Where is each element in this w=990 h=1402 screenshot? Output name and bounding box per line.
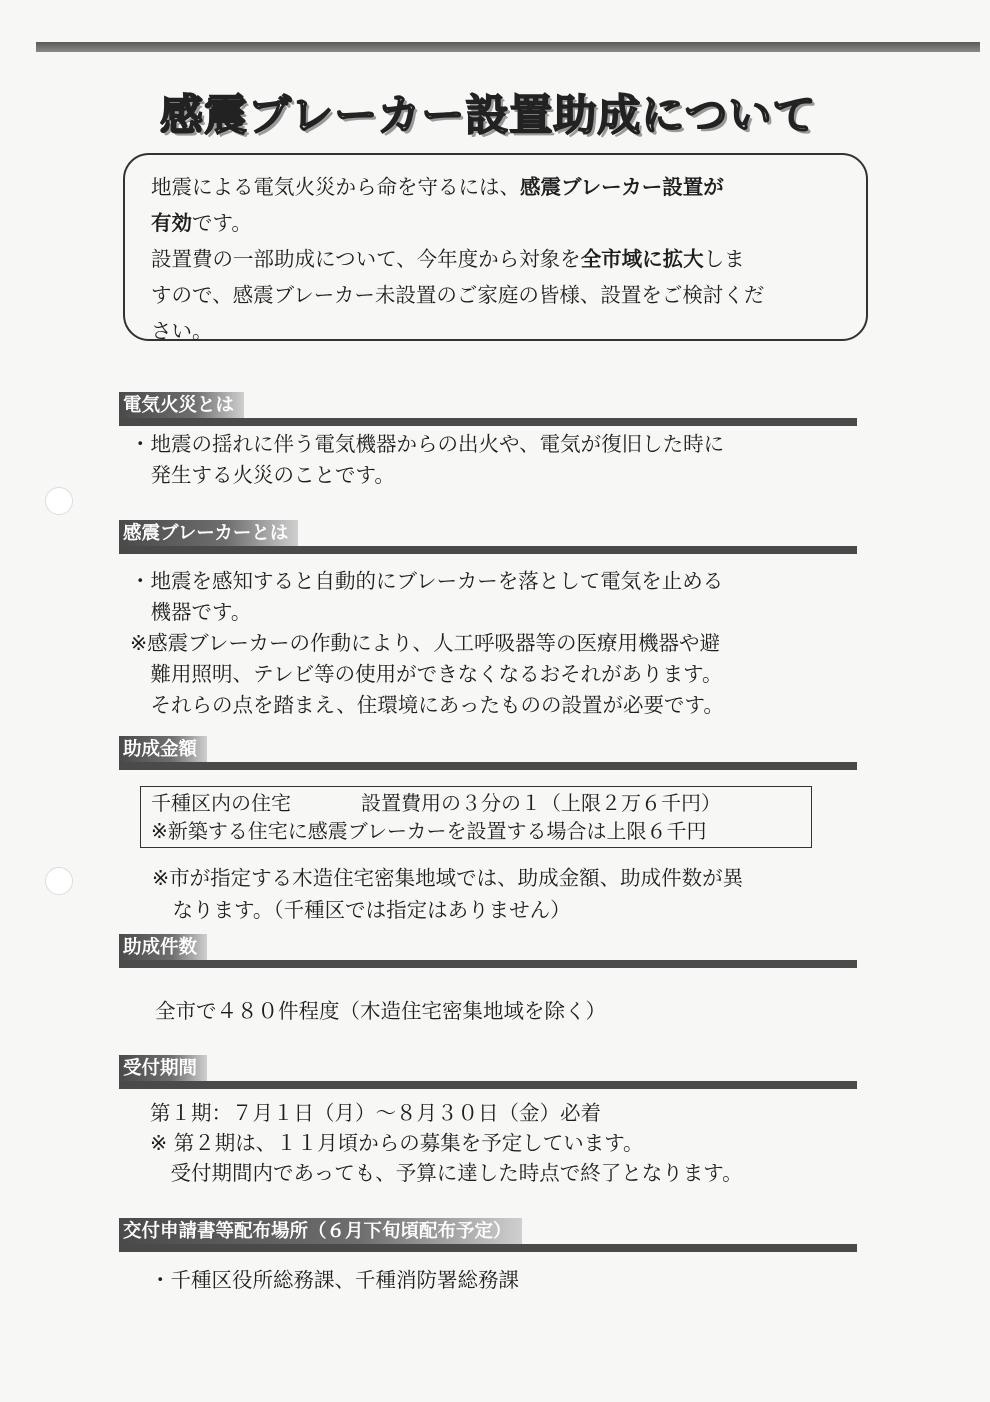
place-text (150, 1265, 519, 1296)
text-line: ※感震ブレーカーの作動により、人工呼吸器等の医療用機器や避 (130, 631, 720, 655)
binder-hole (45, 867, 73, 895)
text-line: なります。（千種区では指定はありません） (152, 898, 571, 922)
text-line: ・地震を感知すると自動的にブレーカーを落として電気を止める (130, 569, 724, 593)
count-text (155, 996, 606, 1027)
text-line: それらの点を踏まえ、住環境にあったものの設置が必要です。 (130, 693, 724, 717)
fire-text (130, 429, 724, 491)
heading-label: 交付申請書等配布場所（６月下旬頃配布予定） (119, 1218, 522, 1246)
amount-notes (152, 862, 743, 926)
intro-text: しま (703, 247, 745, 271)
intro-text: 地震による電気火災から命を守るには、 (151, 175, 520, 199)
intro-emphasis: 有効 (151, 211, 192, 235)
text-line: ・地震の揺れに伴う電気機器からの出火や、電気が復旧した時に (130, 432, 725, 456)
amount-value: 設置費用の３分の１（上限２万６千円） (361, 791, 721, 815)
amount-row (151, 789, 811, 817)
text-line: 発生する火災のことです。 (130, 463, 395, 487)
intro-line-3 (151, 241, 844, 277)
heading-label: 感震ブレーカーとは (119, 520, 298, 548)
text-line: 難用照明、テレビ等の使用ができなくなるおそれがあります。 (130, 662, 723, 686)
text-line: ※市が指定する木造住宅密集地域では、助成金額、助成件数が異 (152, 866, 744, 890)
intro-emphasis: 全市域に拡大 (580, 247, 704, 271)
heading-rule (119, 418, 857, 426)
text-line: 全市で４８０件程度（木造住宅密集地域を除く） (155, 999, 606, 1023)
intro-line-1 (151, 169, 844, 205)
intro-text: 設置費の一部助成について、今年度から対象を (151, 247, 581, 271)
intro-line-5: さい。 (151, 319, 213, 343)
amount-label: 千種区内の住宅 (151, 791, 291, 815)
breaker-text (130, 566, 724, 721)
period-text (150, 1098, 743, 1188)
heading-rule (119, 1081, 857, 1089)
top-rule (36, 42, 980, 52)
intro-line-4: すので、感震ブレーカー未設置のご家庭の皆様、設置をご検討くだ (151, 283, 765, 307)
intro-line-2 (151, 205, 844, 241)
heading-rule (119, 762, 857, 770)
binder-hole (45, 487, 73, 515)
page-title: 感震ブレーカー設置助成について (160, 91, 817, 141)
amount-note: ※新築する住宅に感震ブレーカーを設置する場合は上限６千円 (151, 819, 707, 843)
heading-label: 助成金額 (119, 736, 207, 764)
intro-emphasis: 感震ブレーカー設置が (520, 175, 724, 199)
intro-text: です。 (192, 211, 252, 235)
intro-box (123, 153, 868, 341)
text-line: ・千種区役所総務課、千種消防署総務課 (150, 1268, 519, 1292)
text-line: 機器です。 (130, 600, 252, 624)
text-line: ※ 第２期は、１１月頃からの募集を予定しています。 (150, 1131, 644, 1155)
heading-label: 助成件数 (119, 934, 207, 962)
heading-label: 受付期間 (119, 1055, 207, 1083)
heading-label: 電気火災とは (119, 392, 244, 420)
heading-rule (119, 546, 857, 554)
text-line: 受付期間内であっても、予算に達した時点で終了となります。 (150, 1161, 743, 1185)
text-line: 第１期：７月１日（月）～８月３０日（金）必着 (150, 1101, 601, 1125)
heading-rule (119, 960, 857, 968)
heading-rule (119, 1244, 857, 1252)
amount-box (140, 786, 812, 848)
